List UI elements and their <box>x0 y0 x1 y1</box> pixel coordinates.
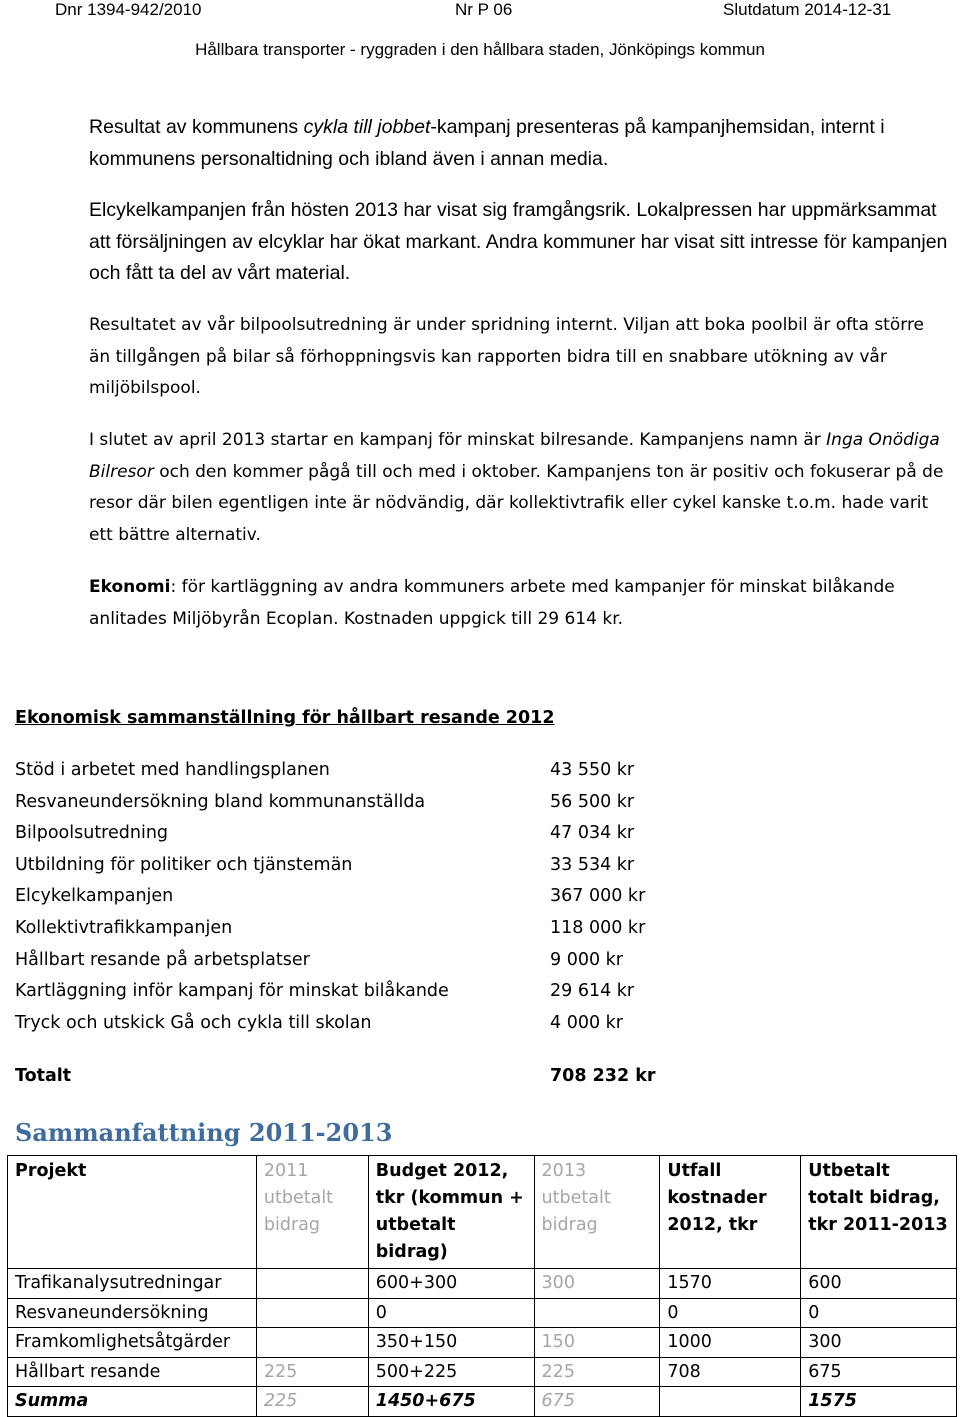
diary-number: Dnr 1394-942/2010 <box>55 0 202 19</box>
campaign-name: cykla till jobbet <box>303 116 431 138</box>
table-row-summa: Summa 225 1450+675 675 1575 <box>8 1387 957 1417</box>
cost-list <box>15 760 715 1044</box>
table-row: Framkomlighetsåtgärder 350+150 150 1000 300 <box>8 1328 957 1358</box>
paragraph-inga-onodiga-bilresor: I slutet av april 2013 startar en kampanj för minskat bilresande. Kampanjens namn är Inga Onödiga Bilresor och den kommer pågå till och med i oktober. Kampanjens ton är positiv och fokuserar på de resor där bilen egentligen inte är nödvändig, där kollektivtrafik eller cykel kanske t.o.m. hade varit ett bättre alternativ. <box>89 430 944 545</box>
list-item: Stöd i arbetet med handlingsplanen 43 550 kr <box>15 760 635 780</box>
list-item: Elcykelkampanjen 367 000 kr <box>15 886 646 907</box>
project-number: Nr P 06 <box>455 0 513 19</box>
ekonomi-label: Ekonomi <box>89 577 171 597</box>
list-item: Utbildning för politiker och tjänstemän 33 534 kr <box>15 854 635 875</box>
table-row: Hållbart resande 225 500+225 225 708 675 <box>8 1357 957 1387</box>
paragraph-cykla-till-jobbet: Resultat av kommunens cykla till jobbet-kampanj presenteras på kampanjhemsidan, internt i kommunens personaltidning och ibland även i annan media. <box>89 116 885 170</box>
list-item: Resvaneundersökning bland kommunanställda 56 500 kr <box>15 791 635 812</box>
column-header: Projekt <box>8 1156 257 1269</box>
economy-section-title: Ekonomisk sammanställning för hållbart resande 2012 <box>15 708 555 728</box>
summary-table <box>7 1155 957 1417</box>
header-subtitle: Hållbara transporter - ryggraden i den hållbara staden, Jönköpings kommun <box>195 40 765 59</box>
table-header-row <box>8 1156 957 1269</box>
column-header: Utfall kostnader 2012, tkr <box>660 1156 801 1269</box>
column-header: Budget 2012, tkr (kommun + utbetalt bidrag) <box>368 1156 534 1269</box>
total-label: Totalt <box>15 1066 72 1086</box>
table-row: Trafikanalysutredningar 600+300 300 1570 600 <box>8 1269 957 1299</box>
cost-total <box>15 1066 715 1086</box>
list-item: Kartläggning inför kampanj för minskat bilåkande 29 614 kr <box>15 981 635 1002</box>
campaign-name: Inga Onödiga Bilresor <box>89 430 940 482</box>
paragraph-bilpool: Resultatet av vår bilpoolsutredning är under spridning internt. Viljan att boka poolbil är ofta större än tillgången på bilar så förhoppningsvis kan rapporten bidra till en snabbare utökning av vår miljöbilspool. <box>89 315 925 398</box>
summary-title: Sammanfattning 2011-2013 <box>15 1118 393 1147</box>
list-item: Bilpoolsutredning 47 034 kr <box>15 823 635 844</box>
list-item: Kollektivtrafikkampanjen 118 000 kr <box>15 917 646 938</box>
paragraph-elcykel: Elcykelkampanjen från hösten 2013 har visat sig framgångsrik. Lokalpressen har uppmärksammat att försäljningen av elcyklar har ökat markant. Andra kommuner har visat sitt intresse för kampanjen och fått ta del av vårt material. <box>89 199 948 284</box>
list-item: Tryck och utskick Gå och cykla till skolan 4 000 kr <box>15 1012 623 1033</box>
total-amount: 708 232 kr <box>550 1066 656 1086</box>
page-header <box>0 0 960 22</box>
column-header: 2011 utbetalt bidrag <box>256 1156 368 1269</box>
end-date: Slutdatum 2014-12-31 <box>723 0 892 19</box>
paragraph-ekonomi: Ekonomi: för kartläggning av andra kommuners arbete med kampanjer för minskat bilåkande anlitades Miljöbyrån Ecoplan. Kostnaden uppgick till 29 614 kr. <box>89 577 895 629</box>
table-row: Resvaneundersökning 0 0 0 <box>8 1298 957 1328</box>
column-header: 2013 utbetalt bidrag <box>534 1156 660 1269</box>
column-header: Utbetalt totalt bidrag, tkr 2011-2013 <box>801 1156 957 1269</box>
list-item: Hållbart resande på arbetsplatser 9 000 kr <box>15 949 623 970</box>
